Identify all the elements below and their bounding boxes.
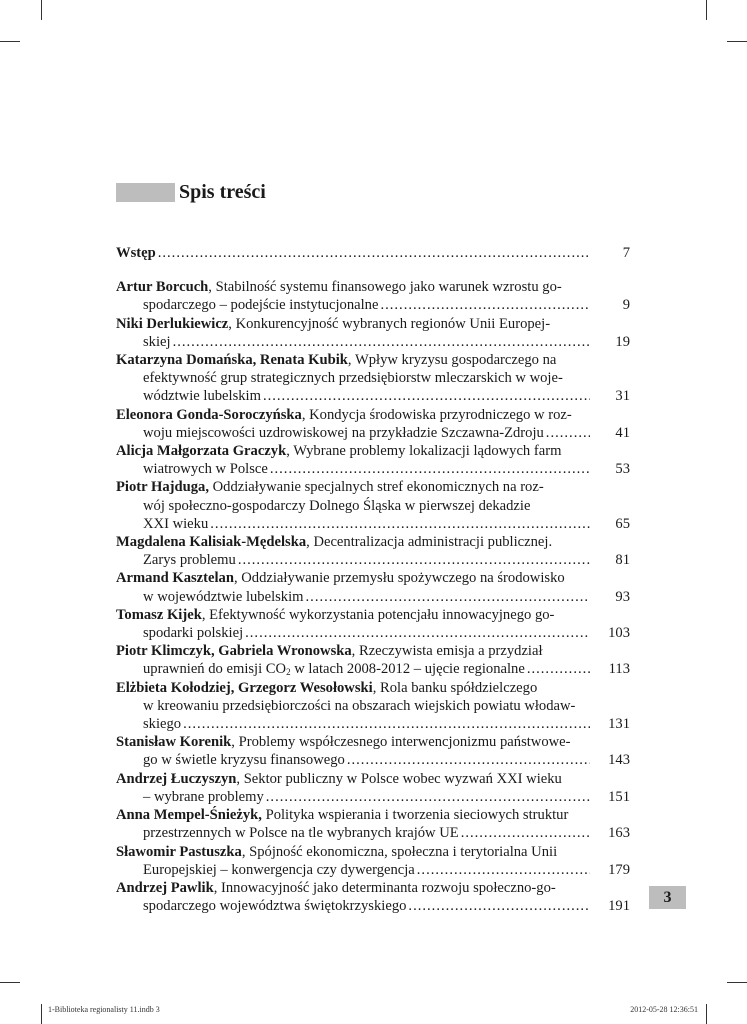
toc-page-number: 81	[615, 552, 630, 569]
toc-title-line: , Oddziaływanie przemysłu spożywczego na środowisko	[233, 570, 565, 587]
toc-entry	[116, 533, 634, 569]
toc-page-number: 31	[615, 388, 630, 405]
crop-mark-top-left	[41, 0, 42, 20]
toc-entry	[116, 806, 634, 842]
subscript: 2	[286, 667, 291, 678]
toc-author: Magdalena Kalisiak-Mędelska	[116, 534, 307, 551]
toc-title-line: , Wybrane problemy lokalizacji lądowych farm	[286, 443, 562, 460]
toc-title-line: przestrzennych w Polsce na tle wybranych krajów UE	[143, 825, 459, 842]
toc-title-line: , Decentralizacja administracji publicznej.	[306, 534, 553, 551]
toc-author: Sławomir Pastuszka	[116, 843, 242, 860]
toc-page-number: 9	[622, 297, 630, 314]
toc-title-line: , Konkurencyjność wybranych regionów Unii Europej-	[228, 315, 551, 332]
toc-title-line: , Spójność ekonomiczna, społeczna i terytorialna Unii	[241, 843, 558, 860]
toc-title-line: Zarys problemu	[143, 552, 236, 569]
toc-entry	[116, 642, 634, 678]
toc-title-line: w kreowaniu przedsiębiorczości na obszarach wiejskich powiatu włodaw-	[143, 697, 576, 714]
toc-title-line: spodarczego województwa świętokrzyskiego	[143, 898, 407, 915]
toc-title-line: , Innowacyjność jako determinanta rozwoju społeczno-go-	[213, 879, 556, 896]
page-title: Spis treści	[179, 181, 266, 203]
toc-entry-intro	[116, 244, 634, 262]
toc-page-number: 113	[608, 661, 630, 678]
toc-author: Niki Derlukiewicz	[116, 315, 229, 332]
toc-title-line: Oddziaływanie specjalnych stref ekonomicznych na roz-	[208, 479, 544, 496]
toc-author: Piotr Hajduga,	[116, 479, 209, 496]
toc-page-number: 41	[615, 424, 630, 441]
toc-title-line: , Sektor publiczny w Polsce wobec wyzwań XXI wieku	[236, 770, 562, 787]
toc-entry	[116, 478, 634, 533]
toc-title-line: skiej	[143, 333, 171, 350]
toc-page-number: 143	[608, 752, 630, 769]
folio-page-number: 3	[649, 886, 686, 909]
crop-mark-right-bottom	[727, 982, 747, 983]
toc-title-line: skiego	[143, 716, 182, 733]
toc-title-line: w województwie lubelskim	[143, 588, 304, 605]
toc-page-number: 93	[615, 588, 630, 605]
toc-title-line: wiatrowych w Polsce	[143, 461, 268, 478]
toc-title-line: wój społeczno-gospodarczy Dolnego Śląska w pierwszej dekadzie	[143, 497, 531, 514]
toc-page-number: 163	[608, 825, 630, 842]
toc-entry	[116, 569, 634, 605]
toc-entry	[116, 315, 634, 351]
toc-title-line: – wybrane problemy	[143, 788, 264, 805]
toc-title-line: woju miejscowości uzdrowiskowej na przykładzie Szczawna-Zdroju	[143, 424, 544, 441]
toc-author: Armand Kasztelan	[116, 570, 234, 587]
toc-title-line: , Problemy współczesnego interwencjonizmu państwowe-	[231, 734, 571, 751]
toc-author: Piotr Klimczyk, Gabriela Wronowska	[116, 643, 352, 660]
toc-title-line: Europejskiej – konwergencja czy dywergencja	[143, 861, 415, 878]
toc-entry	[116, 278, 634, 314]
crop-mark-top-right	[706, 0, 707, 20]
toc-title-line: , Stabilność systemu finansowego jako warunek wzrostu go-	[208, 279, 562, 296]
toc-entry	[116, 770, 634, 806]
toc-title-line: efektywność grup strategicznych przedsiębiorstw mleczarskich w woje-	[143, 370, 563, 387]
toc-author: Elżbieta Kołodziej, Grzegorz Wesołowski	[116, 679, 373, 696]
crop-mark-left-bottom	[0, 982, 20, 983]
toc-title-fragment: w latach 2008-2012 – ujęcie regionalne	[290, 661, 525, 678]
title-decoration-bar	[116, 183, 175, 202]
toc-entry	[116, 442, 634, 478]
crop-mark-bottom-left	[41, 1004, 42, 1024]
toc-page-number: 179	[608, 861, 630, 878]
toc-page-number: 53	[615, 461, 630, 478]
toc-entry	[116, 606, 634, 642]
toc-title-line: , Rola banku spółdzielczego	[372, 679, 538, 696]
toc-entry	[116, 679, 634, 734]
toc-author: Tomasz Kijek	[116, 606, 202, 623]
print-slug-timestamp: 2012-05-28 12:36:51	[630, 1005, 698, 1014]
toc-page-number: 65	[615, 515, 630, 532]
toc-author: Alicja Małgorzata Graczyk	[116, 443, 287, 460]
toc-title-line	[143, 661, 525, 677]
toc-title-line: , Kondycja środowiska przyrodniczego w roz-	[301, 406, 572, 423]
toc-title-line: spodarki polskiej	[143, 625, 244, 642]
toc-page-number: 19	[615, 333, 630, 350]
toc-entry	[116, 879, 634, 915]
toc-entry	[116, 406, 634, 442]
toc-page-number: 7	[622, 245, 630, 261]
toc-title-line: , Wpływ kryzysu gospodarczego na	[347, 352, 557, 369]
toc-page-number: 103	[608, 625, 630, 642]
toc-author: Andrzej Pawlik	[116, 879, 214, 896]
toc-entry	[116, 733, 634, 769]
toc-entry	[116, 843, 634, 879]
print-slug-file: 1-Biblioteka regionalisty 11.indb 3	[48, 1005, 160, 1014]
toc-title-line: spodarczego – podejście instytucjonalne	[143, 297, 379, 314]
toc-author: Katarzyna Domańska, Renata Kubik	[116, 352, 348, 369]
table-of-contents	[116, 244, 634, 915]
toc-page-number: 151	[608, 788, 630, 805]
toc-title-fragment: uprawnień do emisji CO	[143, 661, 287, 678]
toc-title-line: go w świetle kryzysu finansowego	[143, 752, 345, 769]
crop-mark-left-top	[0, 41, 20, 42]
toc-page-number: 131	[608, 716, 630, 733]
toc-title-line: XXI wieku	[143, 515, 209, 532]
toc-title-line: , Efektywność wykorzystania potencjału innowacyjnego go-	[201, 606, 555, 623]
toc-entry	[116, 351, 634, 406]
toc-page-number: 191	[608, 898, 630, 915]
toc-author: Andrzej Łuczyszyn	[116, 770, 237, 787]
toc-author: Stanisław Korenik	[116, 734, 232, 751]
crop-mark-bottom-right	[706, 1004, 707, 1024]
toc-author: Artur Borcuch	[116, 279, 209, 296]
toc-title-line: wództwie lubelskim	[143, 388, 261, 405]
toc-entry-title: Wstęp	[116, 245, 156, 261]
toc-title-line: Polityka wspierania i tworzenia sieciowych struktur	[261, 807, 569, 824]
toc-author: Anna Mempel-Śnieżyk,	[116, 807, 262, 824]
toc-title-line: , Rzeczywista emisja a przydział	[351, 643, 543, 660]
crop-mark-right-top	[727, 41, 747, 42]
toc-author: Eleonora Gonda-Soroczyńska	[116, 406, 302, 423]
